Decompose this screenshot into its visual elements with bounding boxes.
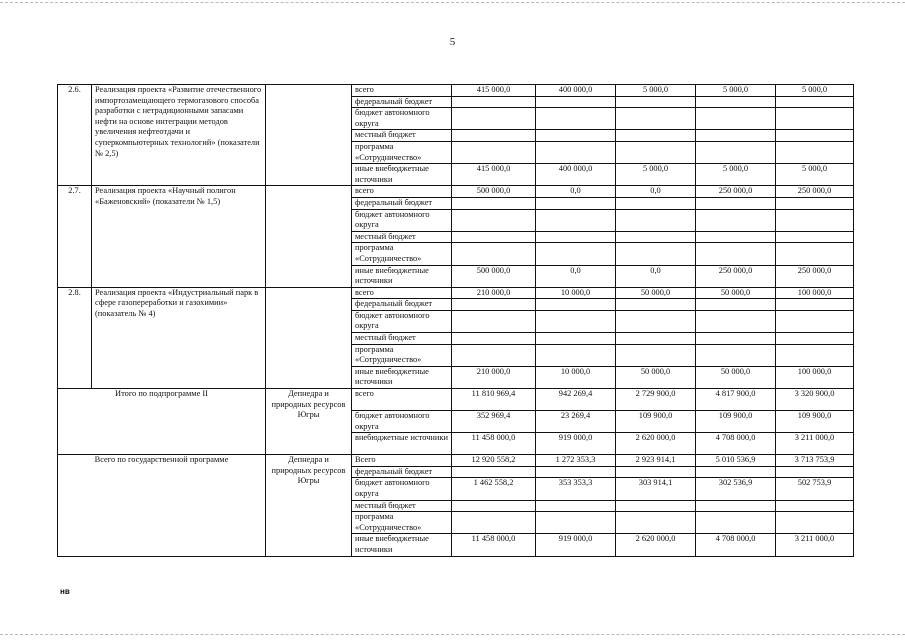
value-cell	[696, 299, 776, 311]
value-cell: 303 914,1	[616, 478, 696, 500]
table-row	[58, 455, 854, 467]
table-row	[58, 186, 854, 198]
value-cell	[616, 197, 696, 209]
value-cell	[776, 130, 854, 142]
value-cell	[616, 299, 696, 311]
value-cell	[776, 108, 854, 130]
value-cell	[696, 130, 776, 142]
value-cell: 12 920 558,2	[452, 455, 536, 467]
value-cell: 500 000,0	[452, 186, 536, 198]
source-label: программа «Сотрудничество»	[352, 141, 452, 163]
value-cell: 0,0	[536, 265, 616, 287]
value-cell	[452, 310, 536, 332]
value-cell	[452, 299, 536, 311]
source-label: федеральный бюджет	[352, 299, 452, 311]
value-cell	[452, 512, 536, 534]
item-number: 2.6.	[58, 85, 92, 186]
value-cell	[616, 344, 696, 366]
value-cell	[696, 96, 776, 108]
source-label: местный бюджет	[352, 333, 452, 345]
item-name: Реализация проекта «Научный полигон «Баженовский» (показатели № 1,5)	[92, 186, 266, 287]
responsible-cell	[266, 85, 352, 186]
value-cell	[452, 333, 536, 345]
value-cell	[616, 243, 696, 265]
source-label: бюджет автономного округа	[352, 310, 452, 332]
value-cell	[452, 500, 536, 512]
value-cell: 11 810 969,4	[452, 389, 536, 411]
value-cell	[536, 500, 616, 512]
value-cell	[536, 333, 616, 345]
value-cell: 302 536,9	[696, 478, 776, 500]
value-cell: 23 269,4	[536, 411, 616, 433]
value-cell	[536, 231, 616, 243]
source-label: федеральный бюджет	[352, 197, 452, 209]
source-label: всего	[352, 287, 452, 299]
subtotal-label: Итого по подпрограмме II	[58, 389, 266, 455]
source-label: программа «Сотрудничество»	[352, 512, 452, 534]
value-cell	[776, 333, 854, 345]
value-cell: 10 000,0	[536, 366, 616, 388]
value-cell: 10 000,0	[536, 287, 616, 299]
source-label: местный бюджет	[352, 231, 452, 243]
source-label: всего	[352, 389, 452, 411]
responsible-cell	[266, 287, 352, 388]
value-cell: 2 729 900,0	[616, 389, 696, 411]
value-cell	[536, 130, 616, 142]
value-cell: 250 000,0	[776, 186, 854, 198]
value-cell: 11 458 000,0	[452, 534, 536, 556]
value-cell: 3 320 900,0	[776, 389, 854, 411]
value-cell: 2 620 000,0	[616, 534, 696, 556]
value-cell: 0,0	[616, 265, 696, 287]
value-cell: 250 000,0	[696, 265, 776, 287]
value-cell	[452, 209, 536, 231]
value-cell: 3 211 000,0	[776, 433, 854, 455]
item-name: Реализация проекта «Индустриальный парк в сфере газопереработки и газохимии» (показатель № 4)	[92, 287, 266, 388]
value-cell	[536, 299, 616, 311]
scan-edge-bottom	[0, 634, 905, 635]
value-cell: 353 353,3	[536, 478, 616, 500]
value-cell	[696, 512, 776, 534]
page-number: 5	[449, 36, 456, 48]
value-cell: 0,0	[536, 186, 616, 198]
value-cell: 415 000,0	[452, 85, 536, 97]
value-cell: 500 000,0	[452, 265, 536, 287]
source-label: местный бюджет	[352, 500, 452, 512]
value-cell	[616, 500, 696, 512]
value-cell: 2 620 000,0	[616, 433, 696, 455]
source-label: программа «Сотрудничество»	[352, 344, 452, 366]
value-cell	[536, 344, 616, 366]
source-label: бюджет автономного округа	[352, 411, 452, 433]
value-cell: 5 000,0	[696, 164, 776, 186]
value-cell	[696, 344, 776, 366]
value-cell	[696, 108, 776, 130]
value-cell	[616, 130, 696, 142]
value-cell	[776, 243, 854, 265]
value-cell	[776, 500, 854, 512]
value-cell	[536, 197, 616, 209]
value-cell: 5 010 536,9	[696, 455, 776, 467]
value-cell: 250 000,0	[776, 265, 854, 287]
value-cell: 109 900,0	[696, 411, 776, 433]
value-cell: 3 713 753,9	[776, 455, 854, 467]
value-cell	[696, 243, 776, 265]
value-cell	[776, 231, 854, 243]
value-cell: 250 000,0	[696, 186, 776, 198]
value-cell: 109 900,0	[776, 411, 854, 433]
value-cell: 5 000,0	[616, 85, 696, 97]
scan-edge-top	[0, 2, 905, 3]
table-row	[58, 287, 854, 299]
table-row	[58, 389, 854, 411]
value-cell: 1 462 558,2	[452, 478, 536, 500]
source-label: федеральный бюджет	[352, 466, 452, 478]
source-label: федеральный бюджет	[352, 96, 452, 108]
source-label: иные внебюджетные источники	[352, 366, 452, 388]
value-cell	[536, 512, 616, 534]
value-cell	[776, 141, 854, 163]
value-cell	[452, 141, 536, 163]
value-cell	[776, 310, 854, 332]
source-label: всего	[352, 85, 452, 97]
value-cell	[696, 333, 776, 345]
value-cell	[776, 344, 854, 366]
value-cell	[776, 197, 854, 209]
budget-table	[57, 84, 854, 557]
value-cell: 50 000,0	[616, 366, 696, 388]
value-cell	[452, 231, 536, 243]
value-cell	[696, 209, 776, 231]
value-cell: 919 000,0	[536, 534, 616, 556]
value-cell	[452, 130, 536, 142]
value-cell	[696, 231, 776, 243]
value-cell: 919 000,0	[536, 433, 616, 455]
value-cell: 1 272 353,3	[536, 455, 616, 467]
value-cell	[696, 197, 776, 209]
value-cell	[776, 466, 854, 478]
value-cell: 5 000,0	[776, 85, 854, 97]
source-label: иные внебюджетные источники	[352, 164, 452, 186]
source-label: иные внебюджетные источники	[352, 534, 452, 556]
value-cell: 400 000,0	[536, 164, 616, 186]
value-cell	[536, 108, 616, 130]
value-cell: 502 753,9	[776, 478, 854, 500]
source-label: Всего	[352, 455, 452, 467]
value-cell: 50 000,0	[696, 366, 776, 388]
value-cell	[776, 512, 854, 534]
source-label: местный бюджет	[352, 130, 452, 142]
source-label: бюджет автономного округа	[352, 209, 452, 231]
value-cell	[536, 243, 616, 265]
value-cell: 210 000,0	[452, 287, 536, 299]
value-cell	[452, 108, 536, 130]
source-label: иные внебюджетные источники	[352, 265, 452, 287]
value-cell: 4 817 900,0	[696, 389, 776, 411]
source-label: внебюджетные источники	[352, 433, 452, 455]
value-cell	[776, 96, 854, 108]
value-cell	[696, 141, 776, 163]
value-cell	[452, 466, 536, 478]
value-cell	[452, 243, 536, 265]
value-cell: 210 000,0	[452, 366, 536, 388]
value-cell: 3 211 000,0	[776, 534, 854, 556]
value-cell	[696, 310, 776, 332]
value-cell	[616, 231, 696, 243]
value-cell	[616, 141, 696, 163]
value-cell	[616, 209, 696, 231]
value-cell: 4 708 000,0	[696, 534, 776, 556]
value-cell: 100 000,0	[776, 366, 854, 388]
value-cell: 0,0	[616, 186, 696, 198]
grand-total-label: Всего по государственной программе	[58, 455, 266, 556]
value-cell	[536, 209, 616, 231]
value-cell	[616, 108, 696, 130]
responsible-cell: Депнедра и природных ресурсов Югры	[266, 455, 352, 556]
value-cell: 4 708 000,0	[696, 433, 776, 455]
value-cell	[696, 466, 776, 478]
value-cell: 5 000,0	[616, 164, 696, 186]
value-cell: 2 923 914,1	[616, 455, 696, 467]
value-cell: 5 000,0	[696, 85, 776, 97]
value-cell	[776, 299, 854, 311]
value-cell	[536, 466, 616, 478]
value-cell	[616, 310, 696, 332]
value-cell	[696, 500, 776, 512]
value-cell	[536, 141, 616, 163]
value-cell	[536, 96, 616, 108]
footer-mark: нв	[60, 587, 70, 596]
value-cell: 942 269,4	[536, 389, 616, 411]
value-cell: 415 000,0	[452, 164, 536, 186]
value-cell	[616, 333, 696, 345]
value-cell	[616, 512, 696, 534]
value-cell	[452, 197, 536, 209]
responsible-cell	[266, 186, 352, 287]
source-label: всего	[352, 186, 452, 198]
item-name: Реализация проекта «Развитие отечественного импортозамещающего термогазового способа разработки с нетрадиционными запасами нефти на основе интеграции методов увеличения нефтеотдачи и суперкомпьютерных технологий» (показатели № 2,5)	[92, 85, 266, 186]
source-label: программа «Сотрудничество»	[352, 243, 452, 265]
value-cell: 109 900,0	[616, 411, 696, 433]
value-cell	[616, 466, 696, 478]
value-cell: 400 000,0	[536, 85, 616, 97]
value-cell	[536, 310, 616, 332]
value-cell	[452, 344, 536, 366]
value-cell: 352 969,4	[452, 411, 536, 433]
item-number: 2.7.	[58, 186, 92, 287]
item-number: 2.8.	[58, 287, 92, 388]
value-cell	[452, 96, 536, 108]
value-cell	[776, 209, 854, 231]
source-label: бюджет автономного округа	[352, 108, 452, 130]
value-cell: 11 458 000,0	[452, 433, 536, 455]
value-cell: 50 000,0	[696, 287, 776, 299]
source-label: бюджет автономного округа	[352, 478, 452, 500]
value-cell: 5 000,0	[776, 164, 854, 186]
table-row	[58, 85, 854, 97]
value-cell	[616, 96, 696, 108]
value-cell: 100 000,0	[776, 287, 854, 299]
value-cell: 50 000,0	[616, 287, 696, 299]
responsible-cell: Депнедра и природных ресурсов Югры	[266, 389, 352, 455]
